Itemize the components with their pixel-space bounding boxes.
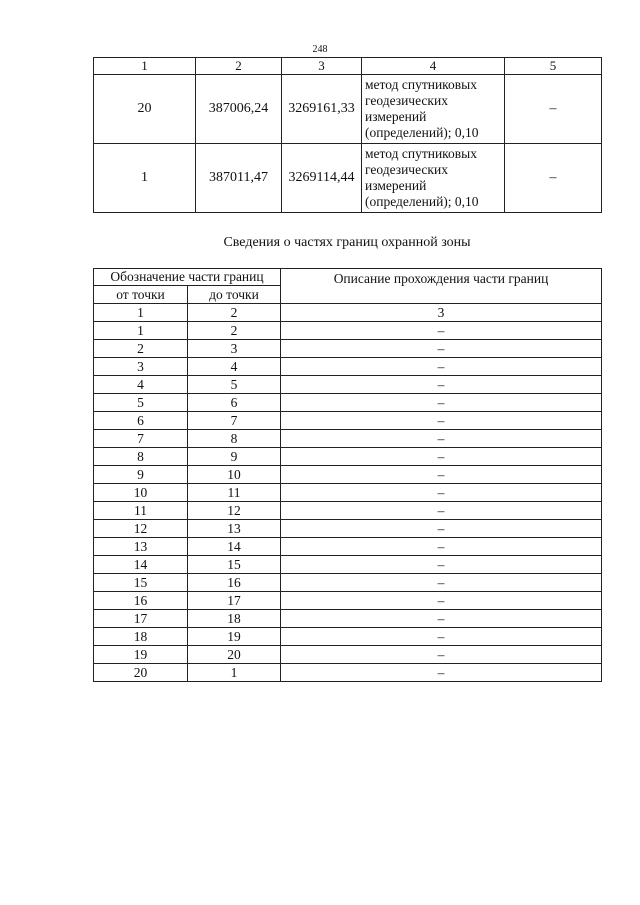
coordinates-row bbox=[94, 144, 602, 213]
x-coordinate: 387011,47 bbox=[196, 144, 282, 213]
from-point: 1 bbox=[94, 322, 188, 340]
from-point: 18 bbox=[94, 628, 188, 646]
method-description bbox=[362, 144, 505, 213]
method-line: (определений); 0,10 bbox=[365, 194, 479, 209]
to-point: 18 bbox=[188, 610, 281, 628]
method-line: метод спутниковых bbox=[365, 77, 477, 92]
description-cell: – bbox=[281, 412, 602, 430]
method-line: измерений bbox=[365, 109, 427, 124]
to-point: 3 bbox=[188, 340, 281, 358]
table-row bbox=[94, 574, 602, 592]
to-point: 12 bbox=[188, 502, 281, 520]
table-row bbox=[94, 664, 602, 682]
to-point: 5 bbox=[188, 376, 281, 394]
table-row bbox=[94, 376, 602, 394]
table-row bbox=[94, 484, 602, 502]
x-coordinate: 387006,24 bbox=[196, 75, 282, 144]
from-point: 19 bbox=[94, 646, 188, 664]
description-cell: – bbox=[281, 358, 602, 376]
parts-table-body bbox=[94, 322, 602, 682]
method-line: (определений); 0,10 bbox=[365, 125, 479, 140]
column-number: 1 bbox=[94, 58, 196, 75]
column-number: 3 bbox=[282, 58, 362, 75]
dash-cell: – bbox=[505, 144, 602, 213]
from-point: 20 bbox=[94, 664, 188, 682]
from-point: 16 bbox=[94, 592, 188, 610]
table-row bbox=[94, 358, 602, 376]
table-row bbox=[94, 430, 602, 448]
from-point: 2 bbox=[94, 340, 188, 358]
method-line: геодезических bbox=[365, 93, 448, 108]
description-cell: – bbox=[281, 340, 602, 358]
from-point: 12 bbox=[94, 520, 188, 538]
boundary-parts-table bbox=[93, 268, 602, 682]
table-row bbox=[94, 448, 602, 466]
column-number: 2 bbox=[188, 304, 281, 322]
table-row bbox=[94, 322, 602, 340]
to-point: 17 bbox=[188, 592, 281, 610]
to-point-header: до точки bbox=[188, 286, 281, 304]
from-point: 9 bbox=[94, 466, 188, 484]
table-row bbox=[94, 520, 602, 538]
section-title: Сведения о частях границ охранной зоны bbox=[223, 235, 471, 250]
to-point: 8 bbox=[188, 430, 281, 448]
description-cell: – bbox=[281, 520, 602, 538]
parts-column-numbers-row bbox=[94, 304, 602, 322]
description-header: Описание прохождения части границ bbox=[281, 269, 602, 304]
description-cell: – bbox=[281, 556, 602, 574]
table-row bbox=[94, 538, 602, 556]
to-point: 11 bbox=[188, 484, 281, 502]
to-point: 4 bbox=[188, 358, 281, 376]
description-cell: – bbox=[281, 466, 602, 484]
column-number: 2 bbox=[196, 58, 282, 75]
table-row bbox=[94, 412, 602, 430]
to-point: 14 bbox=[188, 538, 281, 556]
from-point: 10 bbox=[94, 484, 188, 502]
column-number: 1 bbox=[94, 304, 188, 322]
description-cell: – bbox=[281, 484, 602, 502]
from-point: 3 bbox=[94, 358, 188, 376]
to-point: 15 bbox=[188, 556, 281, 574]
to-point: 7 bbox=[188, 412, 281, 430]
description-cell: – bbox=[281, 646, 602, 664]
description-cell: – bbox=[281, 574, 602, 592]
table-row bbox=[94, 592, 602, 610]
parts-group-header-row bbox=[94, 269, 602, 286]
from-point: 8 bbox=[94, 448, 188, 466]
from-point: 15 bbox=[94, 574, 188, 592]
from-point: 13 bbox=[94, 538, 188, 556]
to-point: 2 bbox=[188, 322, 281, 340]
to-point: 16 bbox=[188, 574, 281, 592]
table-row bbox=[94, 340, 602, 358]
to-point: 6 bbox=[188, 394, 281, 412]
from-point: 5 bbox=[94, 394, 188, 412]
description-cell: – bbox=[281, 592, 602, 610]
to-point: 10 bbox=[188, 466, 281, 484]
from-point: 7 bbox=[94, 430, 188, 448]
table-row bbox=[94, 646, 602, 664]
y-coordinate: 3269114,44 bbox=[282, 144, 362, 213]
to-point: 20 bbox=[188, 646, 281, 664]
column-number: 4 bbox=[362, 58, 505, 75]
description-cell: – bbox=[281, 538, 602, 556]
method-line: геодезических bbox=[365, 162, 448, 177]
table-row bbox=[94, 556, 602, 574]
table-row bbox=[94, 628, 602, 646]
description-cell: – bbox=[281, 394, 602, 412]
dash-cell: – bbox=[505, 75, 602, 144]
coordinates-header-row bbox=[94, 58, 602, 75]
table-row bbox=[94, 394, 602, 412]
page-number: 248 bbox=[312, 44, 328, 55]
description-cell: – bbox=[281, 322, 602, 340]
method-line: измерений bbox=[365, 178, 427, 193]
from-point: 14 bbox=[94, 556, 188, 574]
method-description bbox=[362, 75, 505, 144]
from-point: 4 bbox=[94, 376, 188, 394]
table-row bbox=[94, 502, 602, 520]
description-cell: – bbox=[281, 448, 602, 466]
column-number: 5 bbox=[505, 58, 602, 75]
coordinates-row bbox=[94, 75, 602, 144]
table-row bbox=[94, 610, 602, 628]
description-cell: – bbox=[281, 664, 602, 682]
point-number: 1 bbox=[94, 144, 196, 213]
table-row bbox=[94, 466, 602, 484]
from-point: 6 bbox=[94, 412, 188, 430]
description-cell: – bbox=[281, 628, 602, 646]
group-header: Обозначение части границ bbox=[94, 269, 281, 286]
y-coordinate: 3269161,33 bbox=[282, 75, 362, 144]
description-cell: – bbox=[281, 502, 602, 520]
column-number: 3 bbox=[281, 304, 602, 322]
from-point: 11 bbox=[94, 502, 188, 520]
description-cell: – bbox=[281, 376, 602, 394]
to-point: 9 bbox=[188, 448, 281, 466]
to-point: 19 bbox=[188, 628, 281, 646]
to-point: 13 bbox=[188, 520, 281, 538]
from-point-header: от точки bbox=[94, 286, 188, 304]
from-point: 17 bbox=[94, 610, 188, 628]
description-cell: – bbox=[281, 430, 602, 448]
to-point: 1 bbox=[188, 664, 281, 682]
description-cell: – bbox=[281, 610, 602, 628]
coordinates-table bbox=[93, 57, 602, 213]
method-line: метод спутниковых bbox=[365, 146, 477, 161]
point-number: 20 bbox=[94, 75, 196, 144]
